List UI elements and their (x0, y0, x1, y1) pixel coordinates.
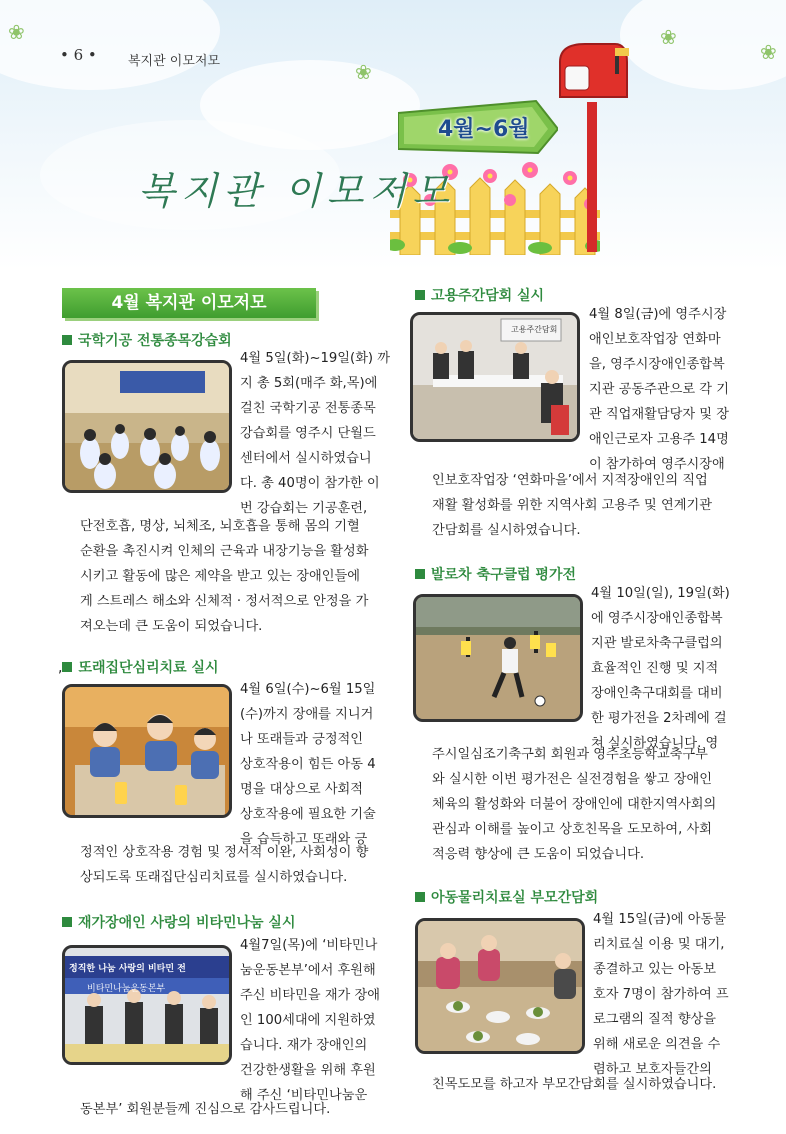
paragraph-side: 4월7일(목)에 ‘비타민나 눔운동본부’에서 후원해 주신 비타민을 재가 장애 인 100세대에 지원하였 습니다. 재가 장애인의 건강한생활을 위해 후원 해 주신 ‘비타민나눔운 (240, 938, 380, 1103)
script-title: 복지관 이모저모 (138, 169, 456, 213)
bullet-square-icon (62, 335, 72, 345)
paragraph-side: 4월 8일(금)에 영주시장 애인보호작업장 연화마 을, 영주시장애인종합복 지관 공동주관으로 각 기 관 직업재활담당자 및 장 애인근로자 고용주 14명 이 참가하여 영주시장애 (589, 307, 729, 472)
photo-banner-text: 정직한 나눔 사랑의 비타민 전 (69, 964, 186, 974)
photo-banner-text: 고용주간담회 (511, 325, 558, 334)
photo-vitamin-donation (62, 945, 232, 1065)
bullet-square-icon (62, 917, 72, 927)
paragraph-full: 단전호흡, 명상, 뇌체조, 뇌호흡을 통해 몸의 기혈 순환을 촉진시켜 인체의 근육과 내장기능을 활성화 시키고 활동에 많은 제약을 받고 있는 장애인들에 게 스트레스 해소와 신체적 · 정서적으로 안정을 가 져오는데 큰 도움이 되었습니다. (80, 519, 369, 634)
bullet-square-icon (415, 290, 425, 300)
mailbox-icon (555, 42, 630, 252)
paragraph-full: 주시일심조기축구회 회원과 영주초등학교축구부 와 실시한 이번 평가전은 실전경험을 쌓고 장애인 체육의 활성화와 더불어 장애인에 대한지역사회의 관심과 이해를 높이고 상호친목을 도모하여, 사회 적응력 향상에 큰 도움이 되었습니다. (432, 747, 717, 862)
paragraph-full: 정적인 상호작용 경험 및 정서적 이완, 사회성이 향 상되도록 또래집단심리치료를 실시하였습니다. (80, 845, 369, 885)
photo-qigong-class (62, 360, 232, 493)
page-number: • 6 • (60, 46, 97, 64)
photo-banner-text: 비타민나눔운동본부 (87, 984, 166, 994)
paragraph-full: 인보호작업장 ‘연화마을’에서 지적장애인의 직업 재활 활성화를 위한 지역사회 고용주 및 연계기관 간담회를 실시하였습니다. (432, 473, 712, 538)
page-header (0, 0, 786, 270)
sign-period-label: 4월~6월 (438, 117, 530, 142)
paragraph-side: 4월 15일(금)에 아동물 리치료실 이용 및 대기, 종결하고 있는 아동보 호자 7명이 참가하여 프 로그램의 질적 향상을 위해 새로운 의견을 수 렴하고 보호자들간의 (593, 912, 729, 1077)
section-title: 국학기공 전통종목강습회 (62, 330, 232, 350)
cloud-decoration (0, 0, 220, 90)
paragraph-side: 4월 5일(화)~19일(화) 까 지 총 5회(매주 화,목)에 걸친 국학기공 전통종목 강습회를 영주시 단월드 센터에서 실시하였습니 다. 총 40명이 참가한 이 번 강습회는 기공훈련, (240, 351, 391, 516)
paragraph-side: 4월 10일(일), 19일(화) 에 영주시장애인종합복 지관 발로차축구클럽의 효율적인 진행 및 지적 장애인축구대회를 대비 한 평가전을 2차례에 걸 쳐 실시하였습니다. 영 (591, 586, 730, 751)
photo-employer-meeting (410, 312, 580, 442)
section-title: 고용주간담회 실시 (415, 285, 544, 305)
bullet-square-icon (415, 569, 425, 579)
section-title: , 또래집단심리치료 실시 (58, 660, 219, 676)
paragraph-full: 친목도모를 하고자 부모간담회를 실시하였습니다. (432, 1077, 717, 1092)
bullet-square-icon (415, 892, 425, 902)
photo-football-match (413, 594, 583, 722)
section-banner: 4월 복지관 이모저모 (62, 288, 316, 318)
section-title: 재가장애인 사랑의 비타민나눔 실시 (62, 912, 295, 932)
section-title: 아동물리치료실 부모간담회 (415, 887, 598, 907)
section-title: 발로차 축구클럽 평가전 (415, 564, 576, 584)
butterfly-icon: ❀ (760, 40, 777, 64)
bullet-square-icon (62, 662, 72, 672)
photo-parent-meeting (415, 918, 585, 1054)
paragraph-full: 동본부’ 회원분들께 진심으로 감사드립니다. (80, 1102, 331, 1117)
photo-peer-therapy (62, 684, 232, 818)
paragraph-side: 4월 6일(수)~6월 15일 (수)까지 장애를 지니거 나 또래들과 긍정적인 상호작용이 힘든 아동 4 명을 대상으로 사회적 상호작용에 필요한 기술 을 습득하고 또래와 긍 (240, 682, 376, 847)
butterfly-icon: ❀ (660, 25, 677, 49)
butterfly-icon: ❀ (8, 20, 25, 44)
butterfly-icon: ❀ (355, 60, 372, 84)
section-label: 복지관 이모저모 (128, 54, 221, 69)
